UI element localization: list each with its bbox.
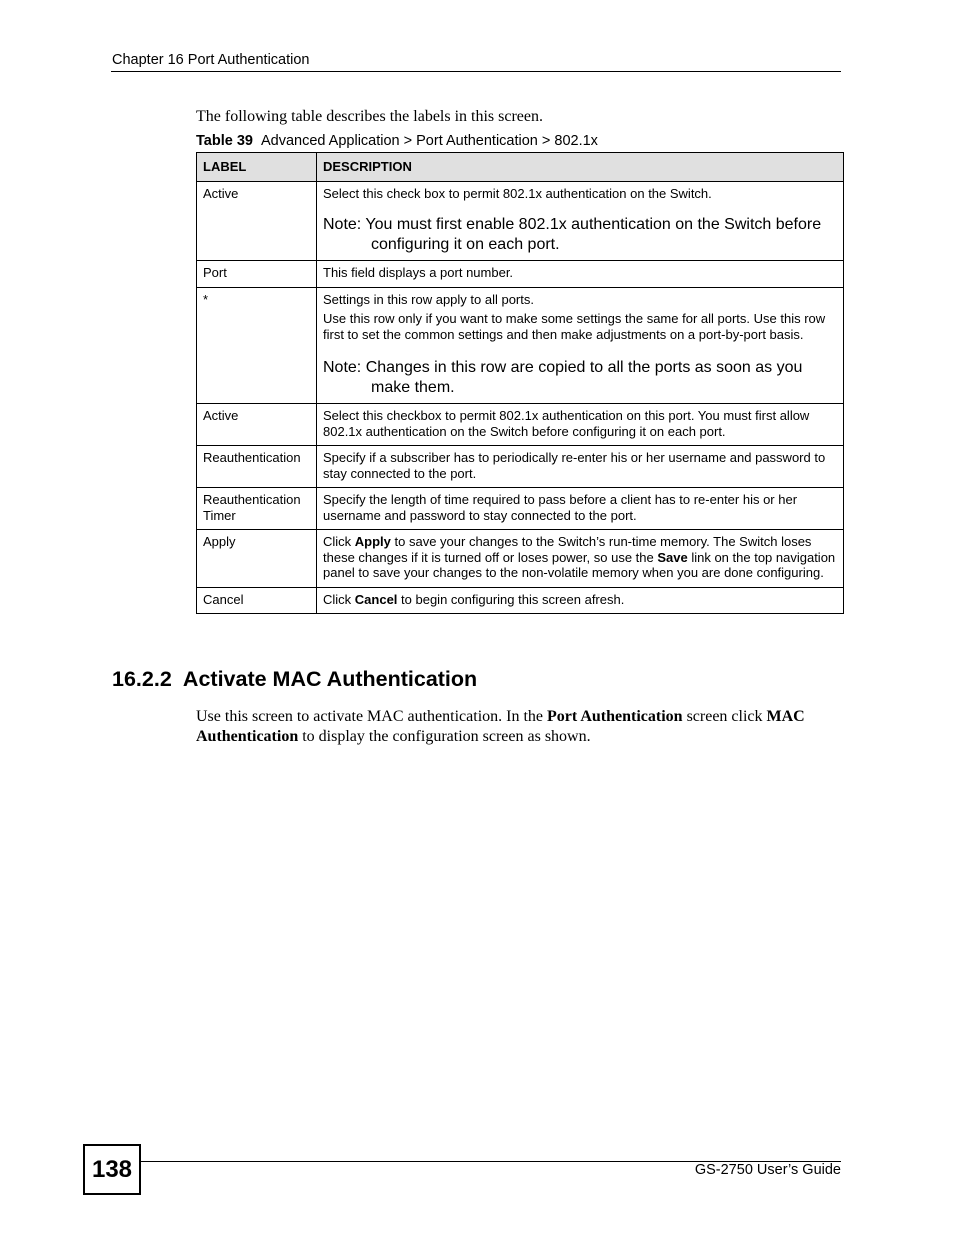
table-row [197,287,844,404]
body-text: screen click [682,708,767,725]
header-description: DESCRIPTION [317,153,844,182]
chapter-header: Chapter 16 Port Authentication [112,52,310,68]
row-description: Specify the length of time required to pass before a client has to re-enter his or her username and password to stay connected to the port. [317,488,844,530]
row-description-text: Use this row only if you want to make some settings the same for all ports. Use this row first to set the common settings and then make adjustments on a port-by-port basis. [323,311,826,342]
row-description [317,287,844,404]
guide-title: GS-2750 User’s Guide [694,1162,841,1178]
desc-bold: Apply [354,534,391,549]
table-row [197,488,844,530]
row-label: Active [197,181,317,261]
body-text: Use this screen to activate MAC authentication. In the [196,708,548,725]
row-label: Active [197,404,317,446]
row-description-text: Select this check box to permit 802.1x authentication on the Switch. [323,185,712,201]
table-row [197,587,844,614]
header-divider [111,71,841,72]
table-caption-label: Table 39 [196,133,253,149]
row-label: Reauthentication [197,446,317,488]
row-description: This field displays a port number. [317,261,844,288]
description-table [196,152,844,614]
desc-text: Click [323,591,355,607]
row-description [317,587,844,614]
table-caption [196,133,598,149]
desc-text: Click [323,534,355,549]
desc-text: to save your changes to the Switch’s run-time memory. The Switch loses these changes if it is turned off or loses power, so use the [323,534,812,565]
row-label: Cancel [197,587,317,614]
desc-bold: Cancel [354,591,398,607]
row-label: Reauthentication Timer [197,488,317,530]
body-text: to display the configuration screen as shown. [298,728,591,745]
row-note: Note: You must first enable 802.1x authentication on the Switch before configuring it on each port. [323,216,822,253]
table-row [197,261,844,288]
table-row [197,181,844,261]
row-label: Port [197,261,317,288]
table-header-row [197,153,844,182]
header-label: LABEL [197,153,317,182]
row-label: * [197,287,317,404]
row-note: Note: Changes in this row are copied to all the ports as soon as you make them. [323,359,803,396]
desc-bold: Save [657,549,688,565]
table-row [197,446,844,488]
intro-text: The following table describes the labels in this screen. [196,108,544,125]
row-description [317,181,844,261]
desc-text: link on the top navigation panel to save your changes to the non-volatile memory when you are done configuring. [323,549,836,580]
page-number: 138 [83,1144,141,1195]
body-bold: Port Authentication [547,708,683,725]
table-row [197,404,844,446]
row-description-text: Settings in this row apply to all ports. [323,291,534,307]
section-body-text [196,707,836,747]
row-label: Apply [197,530,317,588]
table-caption-text: Advanced Application > Port Authentication > 802.1x [260,133,598,149]
row-description: Specify if a subscriber has to periodically re-enter his or her username and password to stay connected to the port. [317,446,844,488]
body-bold: MAC Authentication [196,708,805,745]
row-description [317,530,844,588]
section-heading: 16.2.2 Activate MAC Authentication [112,667,478,691]
table-row [197,530,844,588]
row-description: Select this checkbox to permit 802.1x authentication on this port. You must first allow 802.1x authentication on the Switch before configuring it on each port. [317,404,844,446]
desc-text: to begin configuring this screen afresh. [397,591,625,607]
